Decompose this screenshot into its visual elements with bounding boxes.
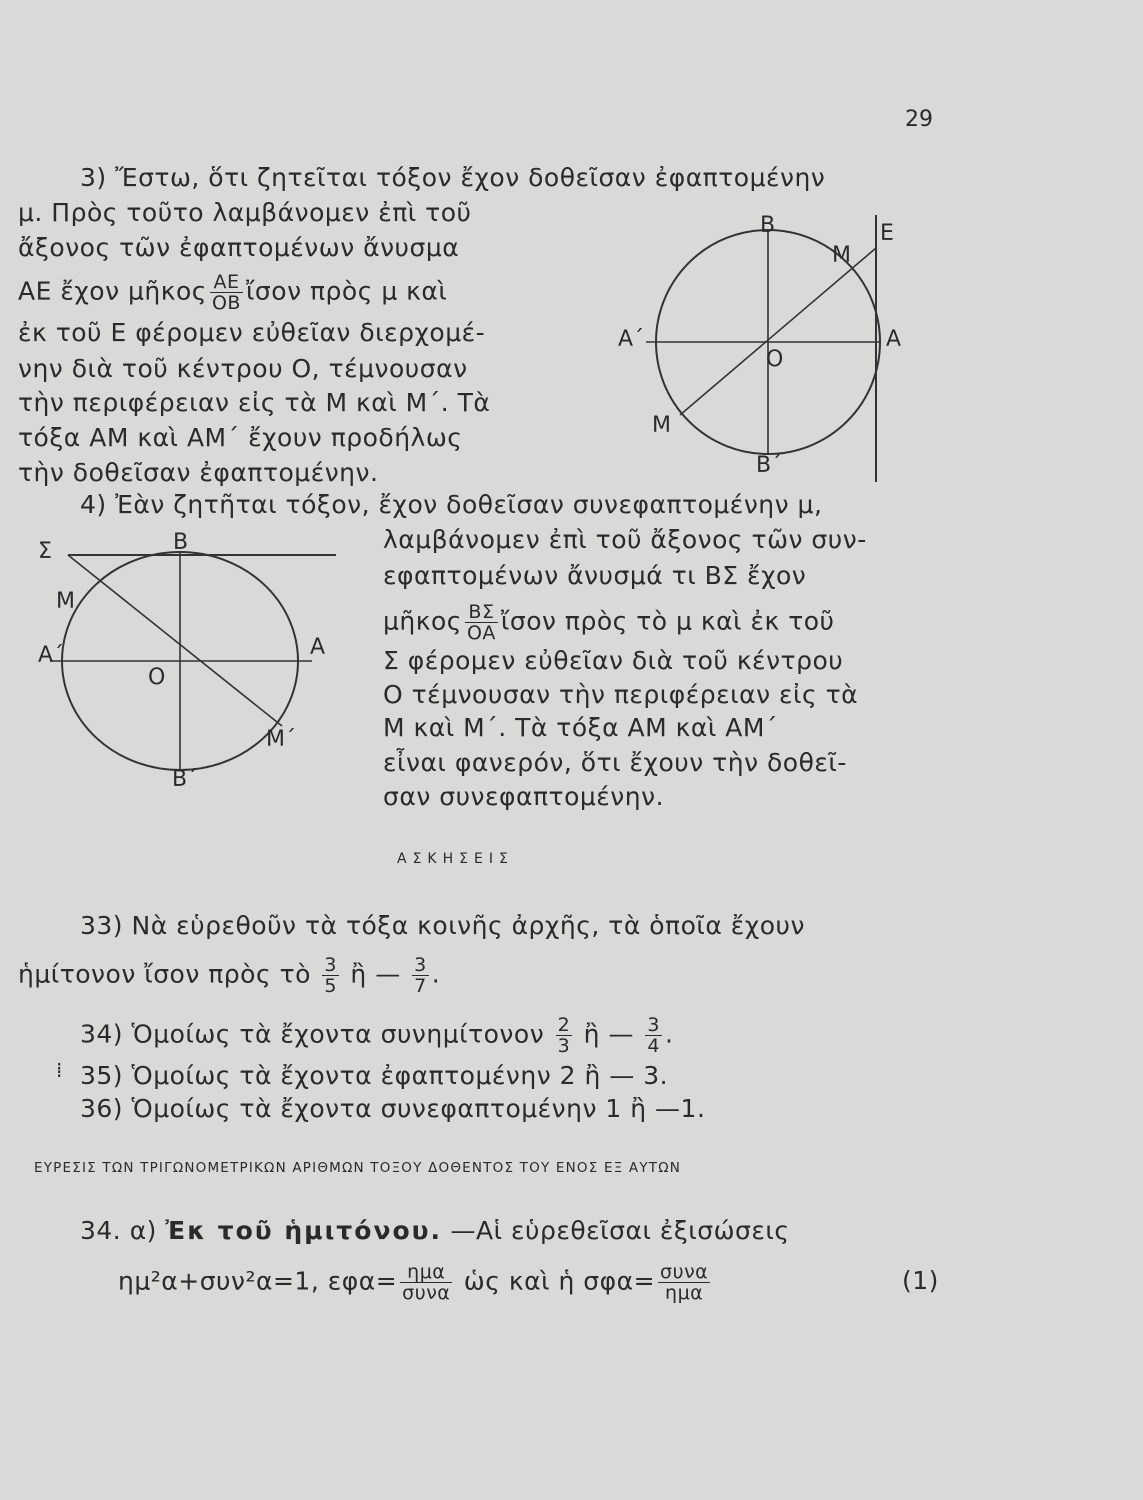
- fig1-label-a-prime: Α΄: [618, 327, 645, 352]
- margin-mark-icon: ⁞: [56, 1058, 63, 1082]
- exercise-34: 34) Ὁμοίως τὰ ἔχοντα συνημίτονον $\frac{2}{3}$ ἢ — $\frac{3}{4}$ .: [80, 1014, 674, 1057]
- para3-line8: τόξα ΑΜ καὶ ΑΜ΄ ἔχουν προδήλως: [18, 423, 463, 452]
- equation-number: (1): [902, 1266, 939, 1295]
- para4-line1: 4) Ἐὰν ζητῆται τόξον, ἔχον δοθεῖσαν συνεφαπτομένην μ,: [80, 490, 823, 519]
- fraction-3-7: [412, 955, 429, 996]
- eq-mid: ὡς καὶ ἡ σφα=: [463, 1266, 656, 1296]
- fig2-label-m: Μ: [56, 589, 75, 614]
- para3-line5: ἐκ τοῦ Ε φέρομεν εὐθεῖαν διερχομέ-: [18, 318, 486, 347]
- para3-line3: ἄξονος τῶν ἐφαπτομένων ἄνυσμα: [18, 233, 460, 262]
- frac-numerator: 3: [647, 1014, 661, 1036]
- figure-tangent-circle: [610, 210, 910, 490]
- frac-denominator: ημα: [665, 1282, 704, 1304]
- frac-denominator: 5: [324, 975, 337, 997]
- frac-numerator: 3: [324, 954, 337, 976]
- fig2-label-o: Ο: [148, 665, 166, 690]
- page-number: 29: [905, 107, 933, 132]
- fig2-label-a-prime: Α΄: [38, 643, 65, 668]
- para3-line9: τὴν δοθεῖσαν ἐφαπτομένην.: [18, 458, 379, 487]
- fraction-syna-hma: [658, 1262, 710, 1303]
- para4-line7: Μ καὶ Μ΄. Τὰ τόξα ΑΜ καὶ ΑΜ΄: [383, 713, 778, 742]
- frac-numerator: ΒΣ: [465, 602, 498, 623]
- frac-numerator: ημα: [400, 1262, 452, 1283]
- frac-numerator: 3: [414, 954, 427, 976]
- eq-pre: ημ²α+συν²α=1, εφα=: [118, 1266, 398, 1296]
- para4-line5: Σ φέρομεν εὐθεῖαν διὰ τοῦ κέντρου: [383, 646, 844, 675]
- fig2-label-a: Α: [310, 635, 326, 660]
- exercise-36: 36) Ὁμοίως τὰ ἔχοντα συνεφαπτομένην 1 ἢ —1.: [80, 1094, 706, 1123]
- frac-denominator: 4: [647, 1035, 661, 1057]
- para34-rest: —Αἱ εὑρεθεῖσαι ἐξισώσεις: [450, 1216, 790, 1245]
- para4-line6: Ο τέμνουσαν τὴν περιφέρειαν εἰς τὰ: [383, 680, 859, 709]
- fig1-label-e: Ε: [880, 221, 894, 246]
- para3-line1: 3) Ἔστω, ὅτι ζητεῖται τόξον ἔχον δοθεῖσαν ἐφαπτομένην: [80, 163, 826, 192]
- fig1-label-b: Β: [760, 213, 776, 238]
- fraction-bs-oa: [465, 602, 498, 643]
- frac-numerator: συνα: [660, 1261, 709, 1283]
- line-through-center: [680, 248, 876, 415]
- fig1-label-o: Ο: [766, 347, 784, 372]
- para3-line4: [18, 272, 447, 313]
- fig2-label-b-prime: Β΄: [172, 767, 199, 792]
- para4-line2: λαμβάνομεν ἐπὶ τοῦ ἄξονος τῶν συν-: [383, 525, 867, 554]
- figure-cotangent-circle: [30, 530, 360, 800]
- fraction-ae-ob: [210, 272, 243, 313]
- para3-line4-post: ἴσον πρὸς μ καὶ: [245, 276, 448, 306]
- fraction-3-4: [645, 1015, 662, 1056]
- exercise-35: 35) Ὁμοίως τὰ ἔχοντα ἐφαπτομένην 2 ἢ — 3.: [80, 1061, 669, 1090]
- para4-line8: εἶναι φανερόν, ὅτι ἔχουν τὴν δοθεῖ-: [383, 748, 847, 777]
- fig1-label-b-prime: Β΄: [756, 453, 783, 478]
- para4-line4-post: ἴσον πρὸς τὸ μ καὶ ἐκ τοῦ: [500, 606, 835, 636]
- ex34-pre: 34) Ὁμοίως τὰ ἔχοντα συνημίτονον: [80, 1019, 545, 1049]
- fig1-label-a: Α: [886, 327, 902, 352]
- frac-denominator: συνα: [402, 1282, 451, 1304]
- exercise-33-line2: ἡμίτονον ἴσον πρὸς τὸ $\frac{3}{5}$ ἢ — $\frac{3}{7}$ .: [18, 954, 441, 997]
- frac-denominator: 7: [414, 975, 427, 997]
- fig1-label-m: Μ: [832, 243, 851, 268]
- fig2-label-m-prime: Μ΄: [266, 727, 296, 752]
- frac-denominator: 3: [557, 1035, 571, 1057]
- line-through-center: [68, 555, 282, 726]
- fig1-label-m-prime: Μ: [652, 413, 671, 438]
- para34-bold-title: Ἐκ τοῦ ἡμιτόνου.: [165, 1216, 443, 1245]
- para4-line4: [383, 602, 835, 643]
- para3-line2: μ. Πρὸς τοῦτο λαμβάνομεν ἐπὶ τοῦ: [18, 198, 472, 227]
- ex33-pre: ἡμίτονον ἴσον πρὸς τὸ: [18, 959, 311, 989]
- section-title: ΕΥΡΕΣΙΣ ΤΩΝ ΤΡΙΓΩΝΟΜΕΤΡΙΚΩΝ ΑΡΙΘΜΩΝ ΤΟΞΟΥ ΔΟΘΕΝΤΟΣ ΤΟΥ ΕΝΟΣ ΕΞ ΑΥΤΩΝ: [34, 1160, 682, 1176]
- fig2-label-b: Β: [173, 530, 189, 555]
- frac-numerator: 2: [557, 1014, 571, 1036]
- exercises-heading: ΑΣΚΗΣΕΙΣ: [397, 851, 514, 867]
- para4-line9: σαν συνεφαπτομένην.: [383, 782, 665, 811]
- exercise-33-line1: 33) Νὰ εὑρεθοῦν τὰ τόξα κοινῆς ἀρχῆς, τὰ ὁποῖα ἔχουν: [80, 911, 805, 940]
- ex34-mid: ἢ —: [583, 1019, 634, 1049]
- para3-line4-pre: ΑΕ ἔχον μῆκος: [18, 276, 207, 306]
- para4-line4-pre: μῆκος: [383, 606, 462, 636]
- frac-denominator: ΟΑ: [466, 622, 496, 644]
- fraction-2-3: [556, 1015, 573, 1056]
- para34-label: 34. α): [80, 1216, 157, 1245]
- para4-line3: εφαπτομένων ἄνυσμά τι ΒΣ ἔχον: [383, 561, 807, 590]
- para34-line1: [80, 1216, 790, 1246]
- frac-denominator: ΟΒ: [211, 292, 241, 314]
- ex33-mid: ἢ —: [350, 959, 401, 989]
- para3-line6: νην διὰ τοῦ κέντρου Ο, τέμνουσαν: [18, 354, 468, 383]
- para34-equation: [118, 1262, 713, 1303]
- fraction-hma-syna: [400, 1262, 452, 1303]
- fraction-3-5: [322, 955, 339, 996]
- para3-line7: τὴν περιφέρειαν εἰς τὰ Μ καὶ Μ΄. Τὰ: [18, 388, 491, 417]
- fig2-label-s: Σ: [38, 539, 52, 564]
- frac-numerator: ΑΕ: [210, 272, 243, 293]
